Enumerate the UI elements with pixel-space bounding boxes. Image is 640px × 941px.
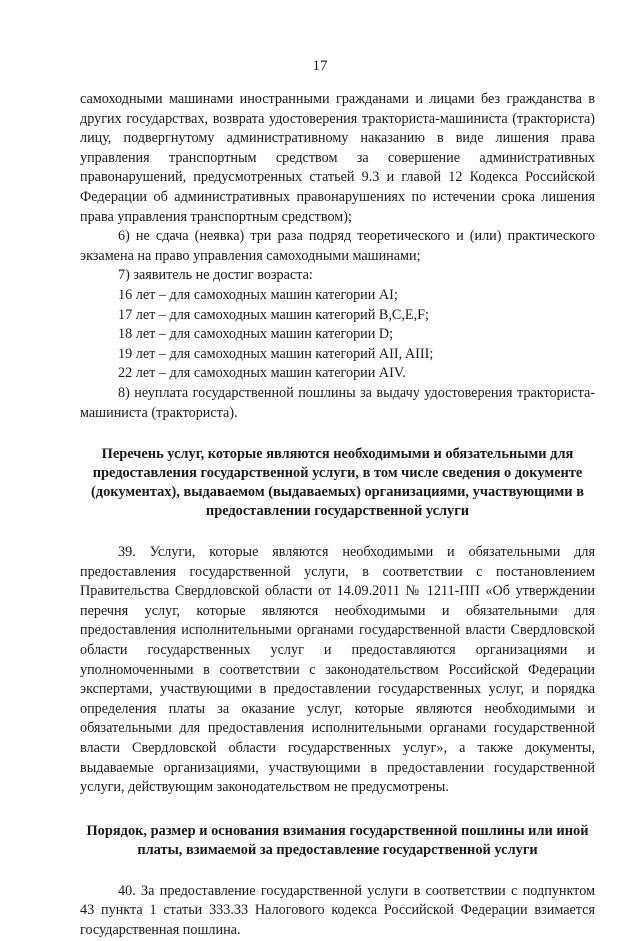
document-body xyxy=(80,90,595,941)
section-heading-fee: Порядок, размер и основания взимания государственной пошлины или иной платы, взимаемой за предоставление государственной услуги xyxy=(86,822,589,858)
section-heading-services: Перечень услуг, которые являются необходимыми и обязательными для предоставления государственной услуги, в том числе сведения о документе (документах), выдаваемом (выдаваемых) организациями, участвующими в предоставлении государственной услуги xyxy=(91,446,584,520)
age-item-2: 17 лет – для самоходных машин категорий B,C,E,F; xyxy=(118,306,429,323)
age-item-5: 22 лет – для самоходных машин категории AIV. xyxy=(118,365,406,382)
age-item-1: 16 лет – для самоходных машин категории AI; xyxy=(118,286,398,303)
item-7: 7) заявитель не достиг возраста: xyxy=(118,267,313,284)
age-item-4: 19 лет – для самоходных машин категорий AII, AIII; xyxy=(118,345,434,362)
item-6: 6) не сдача (неявка) три раза подряд теоретического и (или) практического экзамена на право управления самоходными машинами; xyxy=(80,228,595,264)
continuation-paragraph: самоходными машинами иностранными гражданами и лицами без гражданства в других государствах, возврата удостоверения тракториста-машиниста (тракториста) лицу, подвергнутому административному наказанию в виде лишения права управления транспортным средством за совершение административных правонарушений, предусмотренных статьей 9.3 и главой 12 Кодекса Российской Федерации об административных правонарушениях по истечении срока лишения права управления транспортным средством); xyxy=(80,91,595,225)
paragraph-40: 40. За предоставление государственной услуги в соответствии с подпунктом 43 пункта 1 статьи 333.33 Налогового кодекса Российской Федерации взимается государственная пошлина. xyxy=(80,882,595,938)
page-number: 17 xyxy=(312,58,328,74)
paragraph-39: 39. Услуги, которые являются необходимыми и обязательными для предоставления государственной услуги, в соответствии с постановлением Правительства Свердловской области от 14.09.2011 № 1211-ПП «Об утверждении перечня услуг, которые являются необходимыми и обязательными для предоставления исполнительными органами государственной власти Свердловской области государственных услуг и предоставляются организациями и уполномоченными в соответствии с законодательством Российской Федерации экспертами, участвующими в предоставлении государственных услуг, и порядка определения платы за оказание услуг, которые являются необходимыми и обязательными для предоставления исполнительными органами государственной власти Свердловской области государственных услуг», а также документы, выдаваемые организациями, участвующими в предоставлении государственной услуги, действующим законодательством не предусмотрены. xyxy=(80,544,595,796)
item-8: 8) неуплата государственной пошлины за выдачу удостоверения тракториста-машиниста (тракториста). xyxy=(80,384,595,421)
age-item-3: 18 лет – для самоходных машин категории D; xyxy=(118,326,394,343)
